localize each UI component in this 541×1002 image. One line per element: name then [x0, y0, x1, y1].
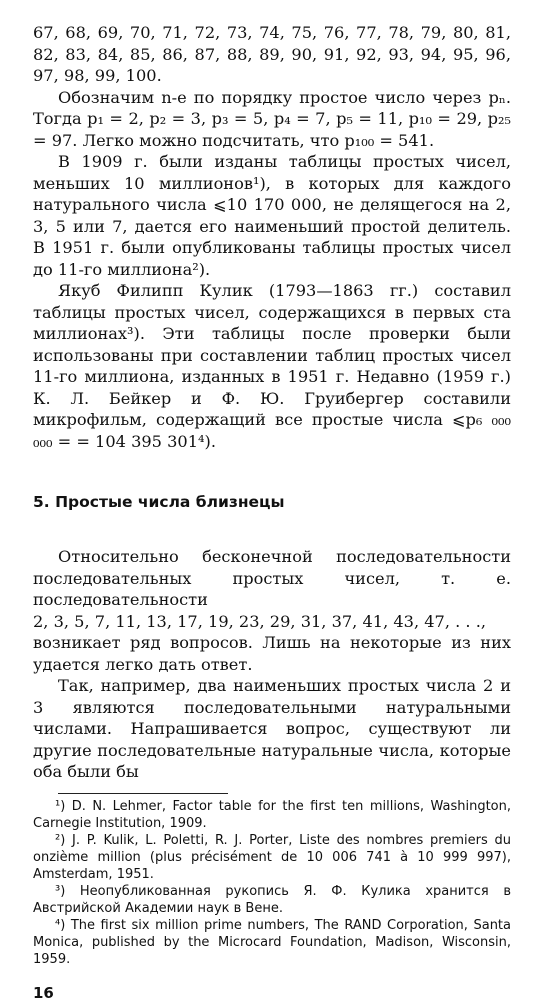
paragraph-kulik: Якуб Филипп Кулик (1793—1863 гг.) составил таблицы простых чисел, содержащихся в первых ста миллионах³). Эти таблицы после проверки были использованы при составлении таблиц простых чисел 11-го миллиона, изданных в 1951 г. Недавно (1959 г.) К. Л. Бейкер и Ф. Ю. Груибергер составили микрофильм, содержащий все простые числа ⩽p₆ ₀₀₀ ₀₀₀ = = 104 395 301⁴).	[33, 281, 511, 451]
footnote-rule	[58, 793, 228, 794]
footnotes	[33, 798, 511, 968]
body-text	[33, 22, 511, 783]
paragraph-tables-1909: В 1909 г. были изданы таблицы простых чисел, меньших 10 миллионов¹), в которых для каждого натурального числа ⩽10 170 000, не делящегося на 2, 3, 5 или 7, дается его наименьший простой делитель. В 1951 г. были опубликованы таблицы простых чисел до 11-го миллиона²).	[33, 152, 511, 279]
sequence-continuation: 67, 68, 69, 70, 71, 72, 73, 74, 75, 76, 77, 78, 79, 80, 81, 82, 83, 84, 85, 86, 87, 88, 89, 90, 91, 92, 93, 94, 95, 96, 97, 98, 99, 100.	[33, 23, 511, 85]
paragraph-notation: Обозначим n-е по порядку простое число через pₙ. Тогда p₁ = 2, p₂ = 3, p₃ = 5, p₄ = 7, p₅ = 11, p₁₀ = 29, p₂₅ = 97. Легко можно подсчитать, что p₁₀₀ = 541.	[33, 87, 511, 150]
footnote-4: ⁴) The first six million prime numbers, The RAND Corporation, Santa Monica, published by the Microcard Foundation, Madison, Wisconsin, 1959.	[33, 917, 511, 967]
paragraph-example: Так, например, два наименьших простых числа 2 и 3 являются последовательными натуральными числами. Напрашивается вопрос, существуют ли другие последовательные натуральные числа, которые оба были бы	[33, 676, 511, 781]
footnote-1: ¹) D. N. Lehmer, Factor table for the first ten millions, Washington, Carnegie Institution, 1909.	[33, 798, 511, 831]
footnote-3: ³) Неопубликованная рукопись Я. Ф. Кулика хранится в Австрийской Академии наук в Вене.	[33, 883, 511, 916]
page-number: 16	[33, 983, 54, 1002]
section-heading: 5. Простые числа близнецы	[33, 493, 285, 511]
paragraph-sequence-intro: Относительно бесконечной последовательности последовательных простых чисел, т. е. последовательности	[33, 547, 511, 609]
paragraph-questions: возникает ряд вопросов. Лишь на некоторые из них удается легко дать ответ.	[33, 633, 511, 674]
footnote-2: ²) J. P. Kulik, L. Poletti, R. J. Porter, Liste des nombres premiers du onzième million (plus précisément de 10 006 741 à 10 999 997), Amsterdam, 1951.	[33, 832, 511, 882]
prime-sequence: 2, 3, 5, 7, 11, 13, 17, 19, 23, 29, 31, 37, 41, 43, 47, . . .,	[33, 611, 487, 631]
